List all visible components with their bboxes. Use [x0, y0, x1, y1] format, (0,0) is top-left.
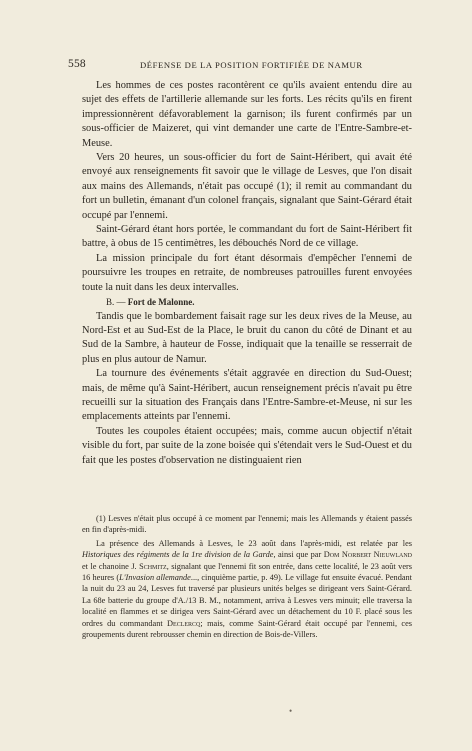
footnote-citation: Historiques des régiments de la 1re division de la Garde [82, 550, 274, 560]
body-text [82, 79, 412, 468]
paragraph: La mission principale du fort étant désormais d'empêcher l'ennemi de poursuivre les troupes en retraite, de nombreuses patrouilles furent envoyées toute la nuit dans les deux intervalles. [82, 252, 412, 293]
section-title: Fort de Malonne. [127, 297, 195, 308]
paragraph: Toutes les coupoles étaient occupées; mais, comme aucun objectif n'était visible du fort, par suite de la zone boisée qui s'étendait vers le Sud-Ouest et du fait que les postes d'observation ne distinguaient rien [82, 425, 412, 466]
footnote-author: Dom Norbert Nieuwland [323, 550, 412, 560]
footnote [82, 538, 412, 641]
paragraph: Saint-Gérard étant hors portée, le commandant du fort de Saint-Héribert fit battre, à obus de 15 centimètres, les débouchés Nord de ce village. [82, 224, 412, 250]
print-mark: • [289, 706, 293, 716]
section-letter: B. — [106, 297, 126, 308]
running-title: DÉFENSE DE LA POSITION FORTIFIÉE DE NAMUR [140, 60, 363, 70]
footnote-text: La présence des Allemands à Lesves, le 23 août dans l'après-midi, est relatée par les [96, 538, 412, 548]
footnote-text: ; mais, comme Saint-Gérard était occupé par l'ennemi, ces groupements durent rebrousser chemin en direction de Bois-de-Villers. [82, 618, 413, 640]
footnote-text: et le chanoine [82, 561, 132, 571]
page-number: 558 [68, 58, 86, 70]
paragraph: Tandis que le bombardement faisait rage sur les deux rives de la Meuse, au Nord-Est et au Sud-Est de la Place, le bruit du canon du côté de Dinant et au Sud de la Sambre, à hauteur de Fosse, indiquait que la tenaille se resserrait de plus en plus autour de Namur. [82, 310, 412, 365]
section-heading [82, 295, 412, 309]
paragraph: Les hommes de ces postes racontèrent ce qu'ils avaient entendu dire au sujet des effets de l'artillerie allemande sur les forts. Les récits qu'ils en firent impressionnèrent défavorablement la garnison; ils furent confirmés par un sous-officier de Maizeret, qui vint demander une carte de l'Entre-Sambre-et-Meuse. [82, 80, 412, 149]
footnote-text: , signalant que l'ennemi fit son entrée, dans cette localité, le 23 août vers 16 heures ( [82, 561, 412, 583]
footnote: (1) Lesves n'était plus occupé à ce moment par l'ennemi; mais les Allemands y étaient passés en fin d'après-midi. [82, 514, 412, 535]
footnote-author: Declercq [167, 618, 201, 628]
paragraph: La tournure des événements s'était aggravée en direction du Sud-Ouest; mais, de même qu'à Saint-Héribert, aucun renseignement précis n'avait pu être recueilli sur la situation des Français dans l'Entre-Sambre-et-Meuse, ni sur les emplacements atteints par l'ennemi. [82, 368, 412, 423]
footnote-text: ..., cinquième partie, p. 49). Le village fut ensuite évacué. Pendant la nuit du 23 au 24, Lesves fut traversé par plusieurs unités belges se dirigeant vers Saint-Gérard. La 68e batterie du groupe d'A./13 B. M., notamment, arriva à Lesves vers minuit; elle traversa la localité en flammes et se dirigea vers Saint-Gérard avec un détachement du 10 F. placé sous les ordres du commandant [82, 573, 412, 628]
footnotes [82, 513, 412, 640]
footnote-text: , ainsi que par [273, 550, 324, 560]
paragraph: Vers 20 heures, un sous-officier du fort de Saint-Héribert, qui avait été envoyé aux renseignements fit savoir que le village de Lesves, que l'on disait aux mains des Allemands, n'était pas occupé (1); il remit au commandant du fort un bulletin, émanant d'un colonel français, signalant que Saint-Gérard était occupé par l'ennemi. [82, 152, 412, 221]
footnote-author: J. Schmitz [131, 561, 167, 571]
footnote-citation: L'Invasion allemande [119, 573, 191, 583]
